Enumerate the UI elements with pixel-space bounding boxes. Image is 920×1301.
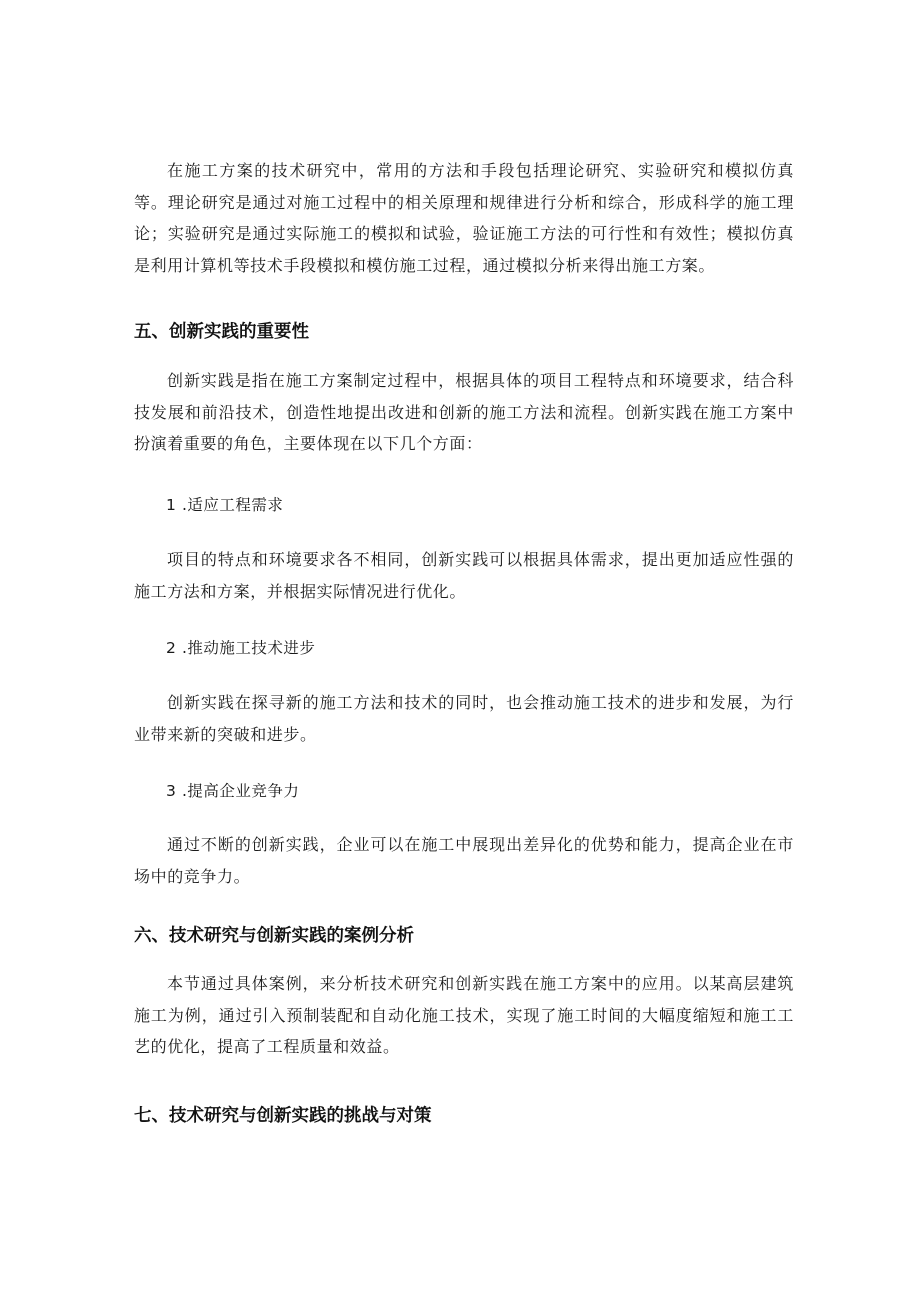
subheading-text: .提高企业竞争力 <box>182 782 300 800</box>
subheading-number: 2 <box>166 639 177 657</box>
heading-section-5: 五、创新实践的重要性 <box>134 322 309 342</box>
subheading-text: .适应工程需求 <box>182 496 284 514</box>
subheading-1 <box>166 494 283 516</box>
paragraph-tech-progress: 创新实践在探寻新的施工方法和技术的同时，也会推动施工技术的进步和发展，为行业带来新的突破和进步。 <box>134 693 794 744</box>
heading-section-7: 七、技术研究与创新实践的挑战与对策 <box>134 1106 432 1126</box>
paragraph-adapt-needs: 项目的特点和环境要求各不相同，创新实践可以根据具体需求，提出更加适应性强的施工方法和方案，并根据实际情况进行优化。 <box>134 550 794 601</box>
paragraph-innovation-definition: 创新实践是指在施工方案制定过程中，根据具体的项目工程特点和环境要求，结合科技发展和前沿技术，创造性地提出改进和创新的施工方法和流程。创新实践在施工方案中扮演着重要的角色，主要体现在以下几个方面： <box>134 371 794 453</box>
subheading-3 <box>166 780 299 802</box>
paragraph-case-study: 本节通过具体案例，来分析技术研究和创新实践在施工方案中的应用。以某高层建筑施工为例，通过引入预制装配和自动化施工技术，实现了施工时间的大幅度缩短和施工工艺的优化，提高了工程质量和效益。 <box>134 974 794 1056</box>
paragraph-research-methods: 在施工方案的技术研究中，常用的方法和手段包括理论研究、实验研究和模拟仿真等。理论研究是通过对施工过程中的相关原理和规律进行分析和综合，形成科学的施工理论；实验研究是通过实际施工的模拟和试验，验证施工方法的可行性和有效性；模拟仿真是利用计算机等技术手段模拟和模仿施工过程，通过模拟分析来得出施工方案。 <box>134 161 794 275</box>
subheading-2 <box>166 637 315 659</box>
heading-section-6: 六、技术研究与创新实践的案例分析 <box>134 926 414 946</box>
paragraph-competitiveness: 通过不断的创新实践，企业可以在施工中展现出差异化的优势和能力，提高企业在市场中的竞争力。 <box>134 835 794 886</box>
subheading-number: 1 <box>166 496 177 514</box>
subheading-text: .推动施工技术进步 <box>182 639 316 657</box>
subheading-number: 3 <box>166 782 177 800</box>
